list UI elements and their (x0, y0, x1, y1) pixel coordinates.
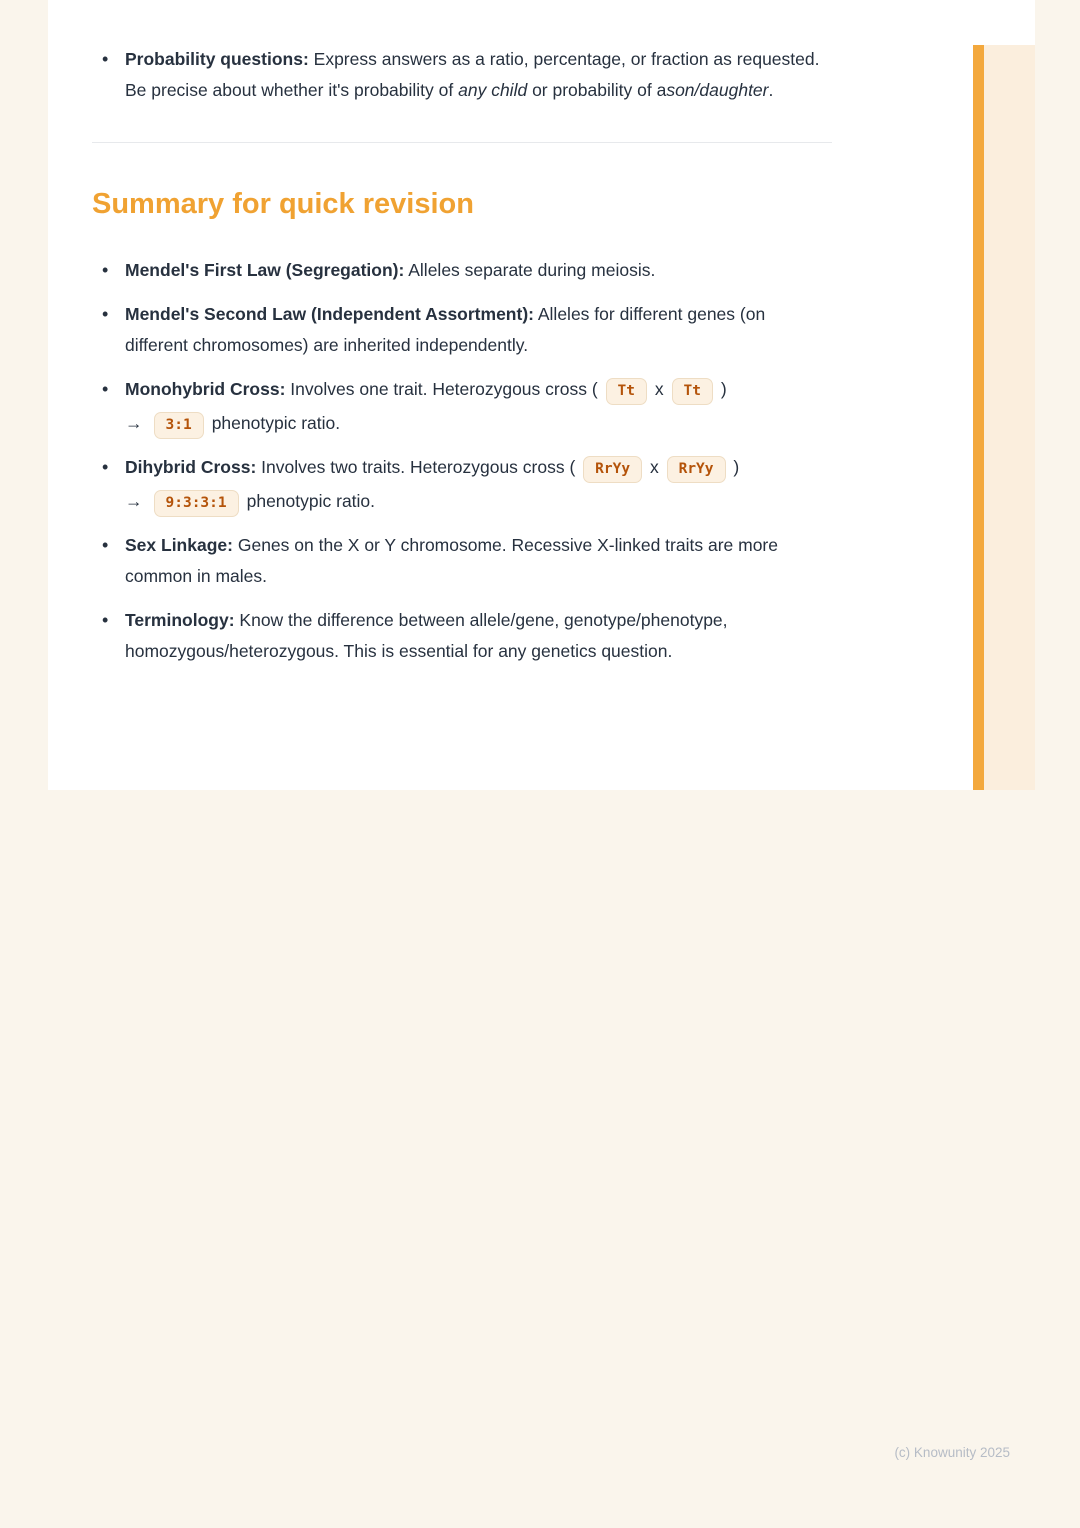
accent-bar (973, 45, 984, 790)
item-term: Mendel's First Law (Segregation): (125, 260, 405, 280)
divider (92, 142, 832, 143)
footer-credit: (c) Knowunity 2025 (894, 1445, 1010, 1460)
item-text: or probability of a (532, 80, 667, 100)
item-text: Involves one trait. Heterozygous cross ( (290, 379, 598, 399)
genotype-chip: RrYy (583, 456, 642, 483)
item-text: x (649, 457, 659, 477)
item-text: ) (733, 457, 740, 477)
list-item-first-law (92, 255, 832, 286)
list-item-monohybrid (92, 374, 832, 439)
page-content (92, 44, 832, 680)
item-text: ) (720, 379, 727, 399)
item-term: Sex Linkage: (125, 535, 233, 555)
ratio-chip: 9:3:3:1 (154, 490, 239, 517)
ratio-line (125, 486, 832, 517)
list-item-terminology (92, 605, 832, 667)
item-text: Alleles separate during meiosis. (408, 260, 656, 280)
item-text: . (768, 80, 774, 100)
item-term: Mendel's Second Law (Independent Assortment): (125, 304, 534, 324)
item-text: phenotypic ratio. (246, 491, 376, 511)
item-text: Genes on the X or Y chromosome. Recessive X-linked traits are more common in males. (125, 535, 778, 586)
item-term: Monohybrid Cross: (125, 379, 286, 399)
item-text: Alleles for different genes (on different chromosomes) are inherited independently. (125, 304, 766, 355)
item-term: Terminology: (125, 610, 235, 630)
item-text: phenotypic ratio. (211, 413, 341, 433)
accent-strip (984, 45, 1035, 790)
item-text-italic: son/daughter (666, 80, 769, 100)
list-item-dihybrid (92, 452, 832, 517)
item-text: Know the difference between allele/gene, genotype/phenotype, homozygous/heterozygous. This is essential for any genetics question. (125, 610, 728, 661)
exam-tips-list (92, 44, 832, 106)
ratio-chip: 3:1 (154, 412, 204, 439)
notes-card (48, 0, 1035, 790)
item-term: Probability questions: (125, 49, 309, 69)
arrow-icon: → (125, 413, 143, 433)
section-heading: Summary for quick revision (92, 188, 474, 220)
genotype-chip: RrYy (667, 456, 726, 483)
list-item-sex-linkage (92, 530, 832, 592)
genotype-chip: Tt (606, 378, 647, 405)
arrow-icon: → (125, 491, 143, 511)
list-item-probability (92, 44, 832, 106)
item-text: Involves two traits. Heterozygous cross ( (261, 457, 576, 477)
item-text-italic: any child (458, 80, 528, 100)
item-text: x (654, 379, 664, 399)
item-text: Express answers as a ratio, percentage, or fraction as requested. Be precise about whether it's probability of (125, 49, 820, 100)
list-item-second-law (92, 299, 832, 361)
genotype-chip: Tt (672, 378, 713, 405)
summary-list (92, 255, 832, 667)
ratio-line (125, 408, 832, 439)
item-term: Dihybrid Cross: (125, 457, 257, 477)
